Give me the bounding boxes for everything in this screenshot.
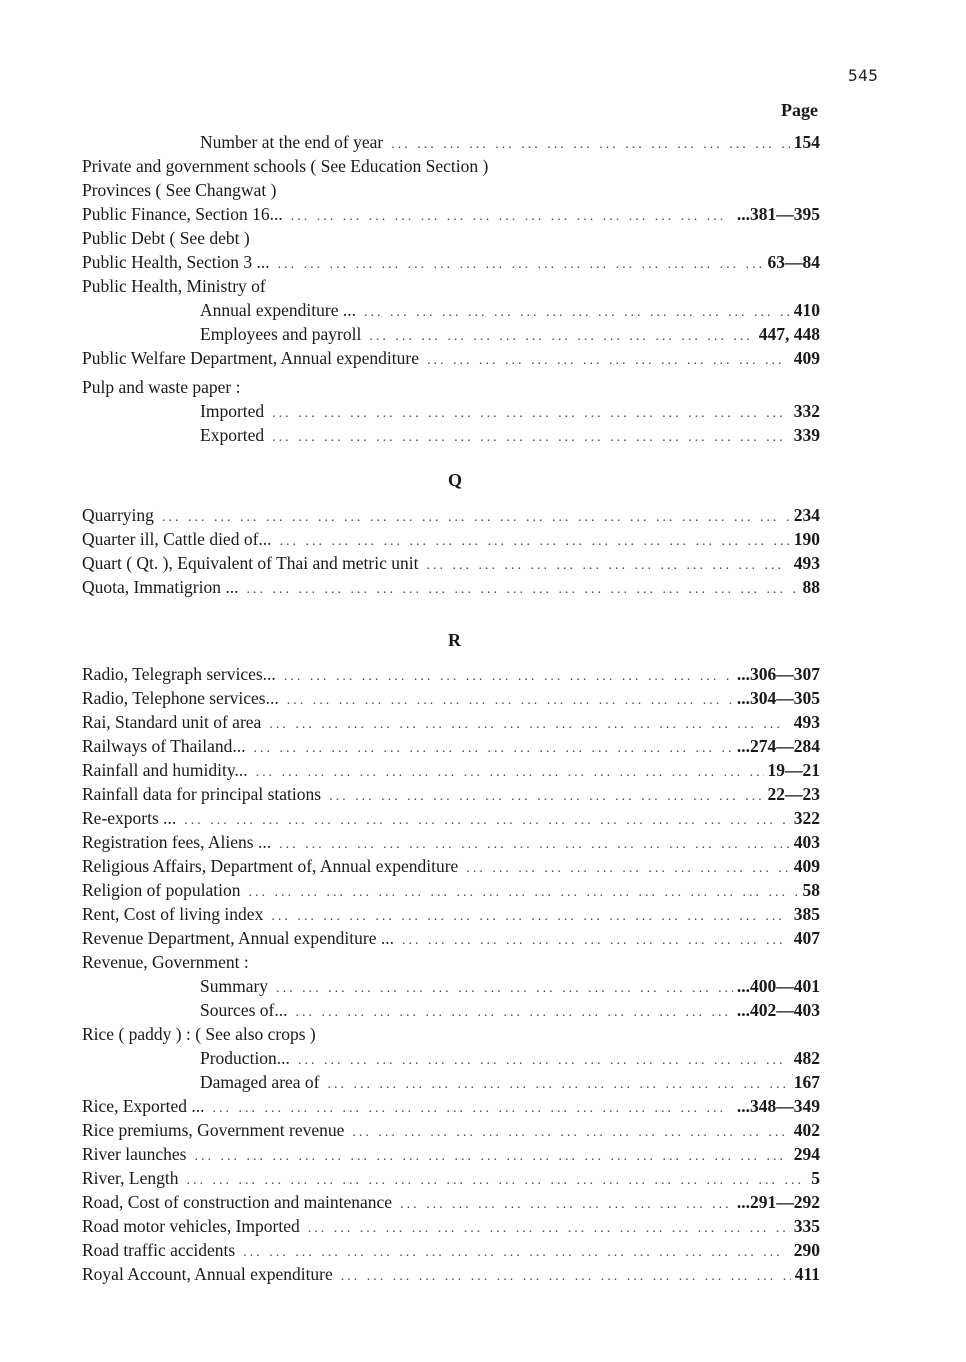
index-entry-label: Rainfall and humidity... bbox=[82, 760, 248, 780]
index-entry-label: Imported bbox=[200, 401, 265, 421]
index-entry-label: Rent, Cost of living index bbox=[82, 904, 264, 924]
index-entry-label: Revenue Department, Annual expenditure ... bbox=[82, 928, 394, 948]
index-entry-pages: 410 bbox=[793, 300, 820, 320]
index-entry bbox=[200, 1072, 820, 1096]
index-entry bbox=[82, 1120, 820, 1144]
dot-leader bbox=[243, 1245, 790, 1261]
index-entry bbox=[82, 736, 820, 760]
index-entry-pages: 385 bbox=[793, 904, 820, 924]
index-entry bbox=[82, 1240, 820, 1264]
index-entry-label: River, Length bbox=[82, 1168, 179, 1188]
dot-leader bbox=[295, 1005, 732, 1021]
index-entry-label: Religion of population bbox=[82, 880, 241, 900]
index-entry-label: Railways of Thailand... bbox=[82, 736, 246, 756]
index-entry-pages: ...400—401 bbox=[736, 976, 820, 996]
dot-leader bbox=[364, 305, 790, 321]
index-entry-pages: ...274—284 bbox=[736, 736, 820, 756]
index-entry-pages: 322 bbox=[793, 808, 820, 828]
dot-leader bbox=[184, 813, 789, 829]
dot-leader bbox=[329, 789, 763, 805]
index-entry-pages: 190 bbox=[793, 529, 820, 549]
index-entry-pages: 332 bbox=[793, 401, 820, 421]
index-entry-label: Quarter ill, Cattle died of... bbox=[82, 529, 272, 549]
index-entry-pages: 402 bbox=[793, 1120, 820, 1140]
index-entry-pages: 409 bbox=[793, 348, 820, 368]
dot-leader bbox=[328, 1077, 790, 1093]
dot-leader bbox=[400, 1197, 733, 1213]
index-entry-pages: 407 bbox=[793, 928, 820, 948]
dot-leader bbox=[271, 909, 789, 925]
dot-leader bbox=[352, 1125, 789, 1141]
index-entry-label: Quota, Immatigrion ... bbox=[82, 577, 239, 597]
index-entry-label: Rai, Standard unit of area bbox=[82, 712, 262, 732]
dot-leader bbox=[391, 137, 790, 153]
index-entry bbox=[82, 577, 820, 601]
index-entry bbox=[82, 760, 820, 784]
dot-leader bbox=[466, 861, 789, 877]
index-entry-label: Road traffic accidents bbox=[82, 1240, 236, 1260]
index-entry-label: River launches bbox=[82, 1144, 187, 1164]
index-entry-label: Public Debt ( See debt ) bbox=[82, 228, 250, 248]
index-entry-label: Re-exports ... bbox=[82, 808, 177, 828]
index-entry bbox=[82, 252, 820, 276]
dot-leader bbox=[279, 837, 790, 853]
index-entry-label: Summary bbox=[200, 976, 269, 996]
index-entry bbox=[82, 348, 820, 372]
index-entry-label: Registration fees, Aliens ... bbox=[82, 832, 272, 852]
index-entry-pages: 167 bbox=[793, 1072, 820, 1092]
index-entry-label: Provinces ( See Changwat ) bbox=[82, 180, 277, 200]
dot-leader bbox=[341, 1269, 791, 1285]
index-entry-pages: 339 bbox=[793, 425, 820, 445]
index-entry bbox=[82, 228, 820, 252]
dot-leader bbox=[253, 741, 732, 757]
dot-leader bbox=[248, 885, 798, 901]
index-entry-label: Royal Account, Annual expenditure bbox=[82, 1264, 333, 1284]
index-entry-label: Public Finance, Section 16... bbox=[82, 204, 283, 224]
index-entry-label: Exported bbox=[200, 425, 265, 445]
index-entry bbox=[82, 1264, 820, 1288]
dot-leader bbox=[298, 1053, 790, 1069]
index-entry-pages: 22—23 bbox=[767, 784, 820, 804]
dot-leader bbox=[212, 1101, 732, 1117]
dot-leader bbox=[369, 329, 754, 345]
index-entry-label: Rice premiums, Government revenue bbox=[82, 1120, 345, 1140]
index-entry-pages: 409 bbox=[793, 856, 820, 876]
index-entry-label: Number at the end of year bbox=[200, 132, 384, 152]
dot-leader bbox=[256, 765, 764, 781]
index-entry-label: Revenue, Government : bbox=[82, 952, 249, 972]
index-entry bbox=[82, 856, 820, 880]
index-entry-label: Radio, Telephone services... bbox=[82, 688, 279, 708]
dot-leader bbox=[276, 981, 733, 997]
index-entry-pages: ...381—395 bbox=[736, 204, 820, 224]
index-entry-pages: 63—84 bbox=[767, 252, 820, 272]
index-entry-pages: 482 bbox=[793, 1048, 820, 1068]
index-entry bbox=[82, 505, 820, 529]
dot-leader bbox=[280, 534, 790, 550]
dot-leader bbox=[287, 693, 733, 709]
index-entry-pages: ...291—292 bbox=[736, 1192, 820, 1212]
index-entry-label: Quart ( Qt. ), Equivalent of Thai and metric unit bbox=[82, 553, 419, 573]
index-entry bbox=[82, 928, 820, 952]
index-entry-label: Radio, Telegraph services... bbox=[82, 664, 276, 684]
dot-leader bbox=[308, 1221, 790, 1237]
index-entry-pages: 234 bbox=[793, 505, 820, 525]
index-entry bbox=[82, 180, 820, 204]
section-letter-q: Q bbox=[448, 470, 463, 490]
index-entry bbox=[82, 784, 820, 808]
index-entry bbox=[82, 1144, 820, 1168]
dot-leader bbox=[427, 353, 790, 369]
dot-leader bbox=[269, 717, 789, 733]
index-entry bbox=[82, 832, 820, 856]
dot-leader bbox=[284, 669, 733, 685]
index-entry-pages: 88 bbox=[802, 577, 820, 597]
index-entry-label: Production... bbox=[200, 1048, 290, 1068]
index-entry bbox=[82, 204, 820, 228]
index-entry-label: Quarrying bbox=[82, 505, 154, 525]
index-entry bbox=[82, 688, 820, 712]
index-entry-pages: 154 bbox=[793, 132, 820, 152]
index-entry bbox=[82, 276, 820, 300]
index-entry-pages: 294 bbox=[793, 1144, 820, 1164]
index-entry-pages: 5 bbox=[811, 1168, 820, 1188]
dot-leader bbox=[426, 558, 789, 574]
index-entry-pages: 447, 448 bbox=[758, 324, 820, 344]
dot-leader bbox=[187, 1173, 808, 1189]
dot-leader bbox=[272, 406, 790, 422]
index-entry-label: Public Welfare Department, Annual expenditure bbox=[82, 348, 419, 368]
index-entry bbox=[200, 324, 820, 348]
index-entry bbox=[82, 1216, 820, 1240]
index-entry-pages: 403 bbox=[793, 832, 820, 852]
index-entry bbox=[82, 904, 820, 928]
index-entry bbox=[200, 1000, 820, 1024]
index-entry bbox=[200, 401, 820, 425]
index-entry-pages: ...348—349 bbox=[736, 1096, 820, 1116]
section-letter-r: R bbox=[448, 630, 461, 650]
index-entry-label: Sources of... bbox=[200, 1000, 288, 1020]
index-entry bbox=[200, 976, 820, 1000]
dot-leader bbox=[162, 510, 790, 526]
dot-leader bbox=[272, 430, 790, 446]
index-entry bbox=[82, 952, 820, 976]
dot-leader bbox=[278, 257, 764, 273]
index-entry-label: Road motor vehicles, Imported bbox=[82, 1216, 300, 1236]
index-entry-pages: ...306—307 bbox=[736, 664, 820, 684]
index-entry-label: Road, Cost of construction and maintenance bbox=[82, 1192, 393, 1212]
index-entry bbox=[200, 425, 820, 449]
index-entry-pages: ...402—403 bbox=[736, 1000, 820, 1020]
index-entry bbox=[82, 553, 820, 577]
index-entry-pages: 19—21 bbox=[767, 760, 820, 780]
index-entry-label: Public Health, Section 3 ... bbox=[82, 252, 270, 272]
index-entry bbox=[82, 1192, 820, 1216]
index-entry-label: Damaged area of bbox=[200, 1072, 320, 1092]
page-column-header: Page bbox=[781, 100, 818, 120]
index-entry-label: Annual expenditure ... bbox=[200, 300, 356, 320]
index-entry bbox=[82, 156, 820, 180]
dot-leader bbox=[194, 1149, 789, 1165]
index-entry-label: Rainfall data for principal stations bbox=[82, 784, 322, 804]
index-entry-label: Religious Affairs, Department of, Annual expenditure bbox=[82, 856, 459, 876]
dot-leader bbox=[247, 582, 799, 598]
index-entry-label: Public Health, Ministry of bbox=[82, 276, 266, 296]
index-entry-pages: 290 bbox=[793, 1240, 820, 1260]
index-entry-pages: 493 bbox=[793, 553, 820, 573]
index-entry bbox=[82, 1024, 820, 1048]
dot-leader bbox=[402, 933, 790, 949]
index-entry-label: Rice ( paddy ) : ( See also crops ) bbox=[82, 1024, 316, 1044]
dot-leader bbox=[291, 209, 733, 225]
index-entry bbox=[82, 808, 820, 832]
index-entry bbox=[200, 132, 820, 156]
index-entry bbox=[82, 529, 820, 553]
index-entry-pages: ...304—305 bbox=[736, 688, 820, 708]
page-number: 545 bbox=[848, 66, 879, 85]
index-entry-label: Pulp and waste paper : bbox=[82, 377, 241, 397]
index-entry-pages: 493 bbox=[793, 712, 820, 732]
index-entry bbox=[82, 1168, 820, 1192]
index-entry bbox=[82, 1096, 820, 1120]
index-entry-pages: 411 bbox=[794, 1264, 820, 1284]
index-entry-pages: 58 bbox=[802, 880, 820, 900]
index-entry-label: Private and government schools ( See Education Section ) bbox=[82, 156, 489, 176]
index-entry bbox=[82, 712, 820, 736]
index-entry bbox=[200, 300, 820, 324]
index-entry bbox=[200, 1048, 820, 1072]
index-entry bbox=[82, 664, 820, 688]
index-entry bbox=[82, 377, 820, 401]
index-entry-label: Rice, Exported ... bbox=[82, 1096, 205, 1116]
index-entry-label: Employees and payroll bbox=[200, 324, 362, 344]
index-entry bbox=[82, 880, 820, 904]
index-entry-pages: 335 bbox=[793, 1216, 820, 1236]
